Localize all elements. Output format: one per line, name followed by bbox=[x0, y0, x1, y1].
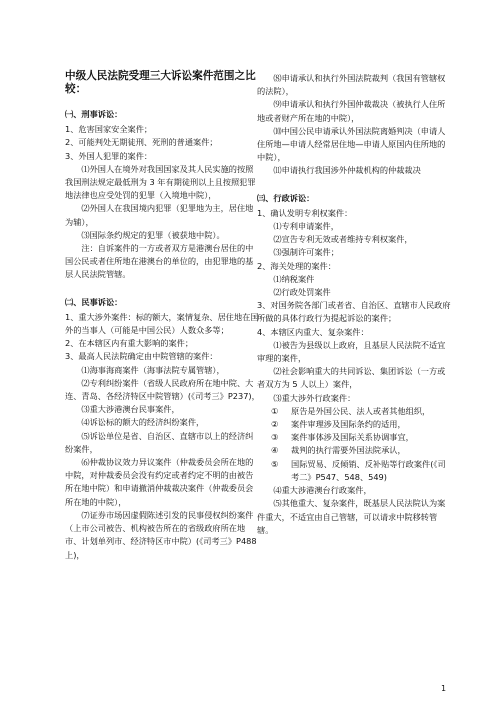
admin-subitem: ⑵社会影响重大的共同诉讼、集团诉讼（一方或者双方为 5 人以上）案件， bbox=[257, 366, 446, 390]
admin-subitem: ⑵宣告专利无效或者维持专利权案件， bbox=[273, 234, 413, 245]
admin-subitem: ⑴被告为县级以上政府，且基层人民法院不适宜审理的案件， bbox=[257, 339, 446, 364]
criminal-subitem: ⑴外国人在境外对我国国家及其人民实施的按照我国刑法规定最低刑为 3 年有期徒刑以上且按照犯罪地法律也应受处罚的犯罪（入境地中院）， bbox=[65, 163, 256, 201]
admin-subitem: ⑷重大涉港澳台行政案件， bbox=[273, 485, 372, 496]
civil-subitem: ⑹仲裁协议效力异议案件（仲裁委员会所在地的中院，对仲裁委员会没有约定或者约定不明的由被告所在地中院）和申请撤消仲裁裁决案件（仲裁委员会所在地的中院）， bbox=[65, 457, 254, 507]
admin-subitem: ⑴纳税案件 bbox=[273, 273, 315, 284]
criminal-subitem: ⑵外国人在我国境内犯罪（犯罪地为主，居住地为辅）， bbox=[65, 203, 254, 227]
admin-subitem: ⑶强制许可案件； bbox=[273, 247, 339, 258]
admin-heading: ㈢、行政诉讼： bbox=[257, 192, 315, 203]
left-column bbox=[65, 70, 261, 562]
civil-item: 1、重大涉外案件：标的额大，案情复杂、居住地在国外的当事人（可能是中国公民）人数众多等； bbox=[65, 311, 259, 336]
civil-subitem: ⑶重大涉港澳台民事案件， bbox=[81, 404, 180, 415]
civil-heading: ㈡、民事诉讼： bbox=[65, 296, 123, 307]
civil-subitem: ⑸诉讼单位是省、自治区、直辖市以上的经济纠纷案件， bbox=[65, 430, 254, 454]
civil-subitem: ⑺证券市场因虚假陈述引发的民事侵权纠纷案件（上市公司被告、机构被告所在的省级政府所在地市、计划单列市、经济特区市中院）(《司考三》P488 上)， bbox=[65, 509, 257, 560]
admin-item: 3、对国务院各部门或者省、自治区、直辖市人民政府所做的具体行政行为提起诉讼的案件； bbox=[257, 300, 451, 324]
civil-subitem: ⑴海事海商案件（海事法院专属管辖）， bbox=[81, 364, 225, 375]
admin-subitem: ⑵行政处罚案件 bbox=[273, 287, 331, 298]
circled-item bbox=[271, 431, 453, 444]
admin-subitem: ⑸其他重大、复杂案件，既基层人民法院认为案件重大，不适宜由自己管辖，可以请求中院移转管辖。 bbox=[257, 498, 446, 535]
circled-number: ② bbox=[271, 419, 279, 430]
civil-item: 2、在本辖区内有重大影响的案件； bbox=[65, 338, 194, 349]
criminal-note: 注：自诉案件的一方或者双方是港澳台居住的中国公民或者住所地在港澳台的单位的，由犯罪地的基层人民法院管辖。 bbox=[65, 243, 254, 280]
criminal-item: 2、可能判处无期徒刑、死刑的普通案件； bbox=[65, 137, 218, 148]
admin-item: 1、确认发明专利权案件： bbox=[257, 207, 353, 218]
circled-number: ④ bbox=[271, 445, 279, 456]
civil-subitem: ⑵专利纠纷案件（省级人民政府所在地中院、大连、青岛、各经济特区中院管辖）(《司考三》P237)， bbox=[65, 377, 260, 402]
criminal-item: 3、外国人犯罪的案件： bbox=[65, 150, 153, 161]
circled-text: 案件事体涉及国际关系协调事宜， bbox=[291, 432, 414, 443]
civil-item: 3、最高人民法院确定由中院管辖的案件： bbox=[65, 351, 218, 362]
circled-text: 案件审理涉及国际条约的适用， bbox=[291, 419, 406, 430]
circled-number: ③ bbox=[271, 432, 279, 443]
admin-subitem: ⑶重大涉外行政案件： bbox=[273, 392, 356, 403]
circled-text: 裁判的执行需要外国法院承认， bbox=[291, 445, 406, 456]
civil-subitem: ⑾申请执行我国涉外仲裁机构的仲裁裁决 bbox=[273, 165, 421, 176]
admin-item: 4、本辖区内重大、复杂案件： bbox=[257, 326, 369, 337]
admin-item: 2、海关处理的案件： bbox=[257, 260, 336, 271]
civil-subitem: ⑻申请承认和执行外国法院裁判（我国有管辖权的法院）， bbox=[257, 73, 446, 97]
civil-subitem: ⑼申请承认和执行外国仲裁裁决（被执行人住所地或者财产所在地的中院）， bbox=[257, 99, 446, 123]
circled-item bbox=[271, 458, 453, 484]
circled-item bbox=[271, 418, 453, 431]
criminal-item: 1、危害国家安全案件； bbox=[65, 124, 153, 135]
document-title: 中级人民法院受理三大诉讼案件范围之比较： bbox=[65, 70, 256, 95]
admin-subitem: ⑴专利申请案件， bbox=[273, 221, 339, 232]
circled-text: 国际贸易、反倾销、反补贴等行政案件(《司考二》P547、548、549) bbox=[291, 458, 446, 482]
criminal-subitem: ⑶国际条约规定的犯罪（被获地中院）。 bbox=[81, 229, 225, 240]
criminal-heading: ㈠、刑事诉讼： bbox=[65, 109, 123, 119]
page-number: 1 bbox=[441, 684, 447, 693]
circled-item bbox=[271, 405, 453, 418]
circled-number: ① bbox=[271, 405, 279, 416]
civil-subitem: ⑽中国公民申请承认外国法院离婚判决（申请人住所地—申请人经常居住地—申请人原国内住所地的中院）， bbox=[257, 125, 446, 163]
circled-number: ⑤ bbox=[271, 458, 279, 469]
circled-text: 原告是外国公民、法人或者其他组织， bbox=[291, 405, 431, 416]
civil-subitem: ⑷诉讼标的额大的经济纠纷案件， bbox=[81, 417, 205, 428]
right-column bbox=[257, 72, 453, 537]
circled-item bbox=[271, 444, 453, 457]
